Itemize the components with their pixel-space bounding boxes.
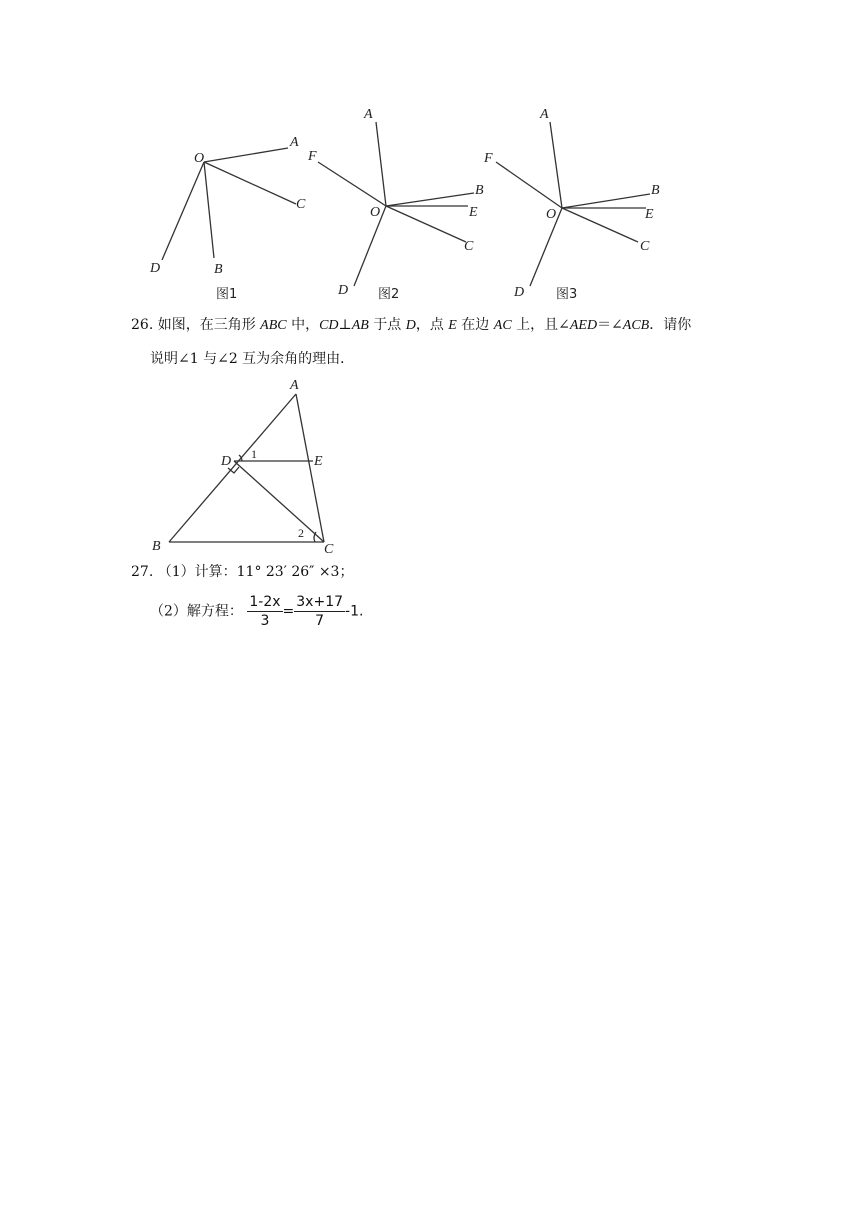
angle-1-label: 1 — [251, 447, 257, 461]
q26-var: CD — [319, 318, 339, 333]
question-27-number: 27. — [131, 564, 154, 580]
fig3-label-F: F — [484, 151, 493, 166]
angle-2-label: 2 — [298, 526, 304, 540]
fig3-label-D: D — [514, 285, 525, 300]
fig3-label-O: O — [546, 207, 557, 222]
question-27-calc: （1）计算：11° 23′ 26″ ×3； — [157, 564, 354, 580]
perpendicular-symbol: ⊥ — [338, 317, 352, 333]
fig2-label-B: B — [475, 183, 484, 198]
q26-text: 上，且∠ — [511, 317, 570, 333]
fig1-caption: 图1 — [216, 287, 238, 302]
fig1-label-A: A — [290, 135, 299, 150]
triangle-label-D: D — [221, 454, 232, 469]
angle-2-arc — [314, 532, 316, 542]
question-27-part1 — [131, 562, 353, 582]
fig1-label-B: B — [214, 262, 223, 277]
equals-sign: = — [282, 603, 295, 620]
q26-text: ，点 — [415, 317, 449, 333]
fig3-label-E: E — [645, 207, 654, 222]
lhs-fraction — [247, 593, 282, 630]
question-26-line2: 说明∠1 与∠2 互为余角的理由． — [150, 351, 355, 367]
rhs-denominator: 7 — [315, 613, 325, 629]
triangle-label-C: C — [324, 542, 334, 555]
question-27-solve-label: （2）解方程： — [150, 603, 243, 620]
fig2-label-D: D — [338, 283, 349, 298]
fig1-label-D: D — [150, 261, 161, 276]
fig2-label-O: O — [370, 205, 381, 220]
fig2-label-E: E — [469, 205, 478, 220]
q26-var: E — [448, 318, 457, 333]
fig3-label-A: A — [540, 107, 549, 122]
q26-var: AED — [569, 318, 598, 333]
angle-figures — [148, 100, 664, 305]
fig3-label-B: B — [651, 183, 660, 198]
triangle-label-B: B — [152, 539, 161, 554]
figure-3 — [483, 107, 660, 302]
q26-text: 在边 — [456, 317, 494, 333]
fig1-label-O: O — [194, 151, 205, 166]
q26-var: AC — [493, 318, 512, 333]
figure-2 — [307, 107, 484, 302]
fig3-label-C: C — [640, 239, 650, 254]
q26-var: ABC — [260, 318, 287, 333]
question-26-number: 26. — [131, 317, 154, 333]
fig2-label-F: F — [308, 149, 317, 164]
fig2-label-A: A — [364, 107, 373, 122]
q26-var: D — [405, 318, 416, 333]
fig3-caption: 图3 — [556, 287, 578, 302]
fig2-caption: 图2 — [378, 287, 400, 302]
q26-var: AB — [351, 318, 369, 333]
q26-text: ＝∠ — [597, 317, 623, 333]
q26-text: 于点 — [368, 317, 406, 333]
rhs-numerator: 3x+17 — [296, 594, 344, 610]
triangle-label-A: A — [290, 378, 299, 393]
fig1-label-C: C — [296, 197, 306, 212]
q26-var: ACB — [622, 318, 650, 333]
q26-text: ．请你 — [649, 317, 692, 333]
question-27-part2 — [150, 593, 363, 630]
lhs-numerator: 1-2x — [249, 594, 281, 610]
figure-1 — [149, 135, 306, 302]
q26-text: 如图，在三角形 — [157, 317, 261, 333]
lhs-denominator: 3 — [260, 613, 270, 629]
triangle-label-E: E — [314, 454, 323, 469]
rhs-fraction — [294, 593, 345, 630]
q26-text: 中， — [286, 317, 320, 333]
fig2-label-C: C — [464, 239, 474, 254]
question-26-line1 — [131, 315, 691, 336]
equation-tail: -1. — [345, 603, 364, 620]
triangle-figure — [148, 375, 348, 555]
